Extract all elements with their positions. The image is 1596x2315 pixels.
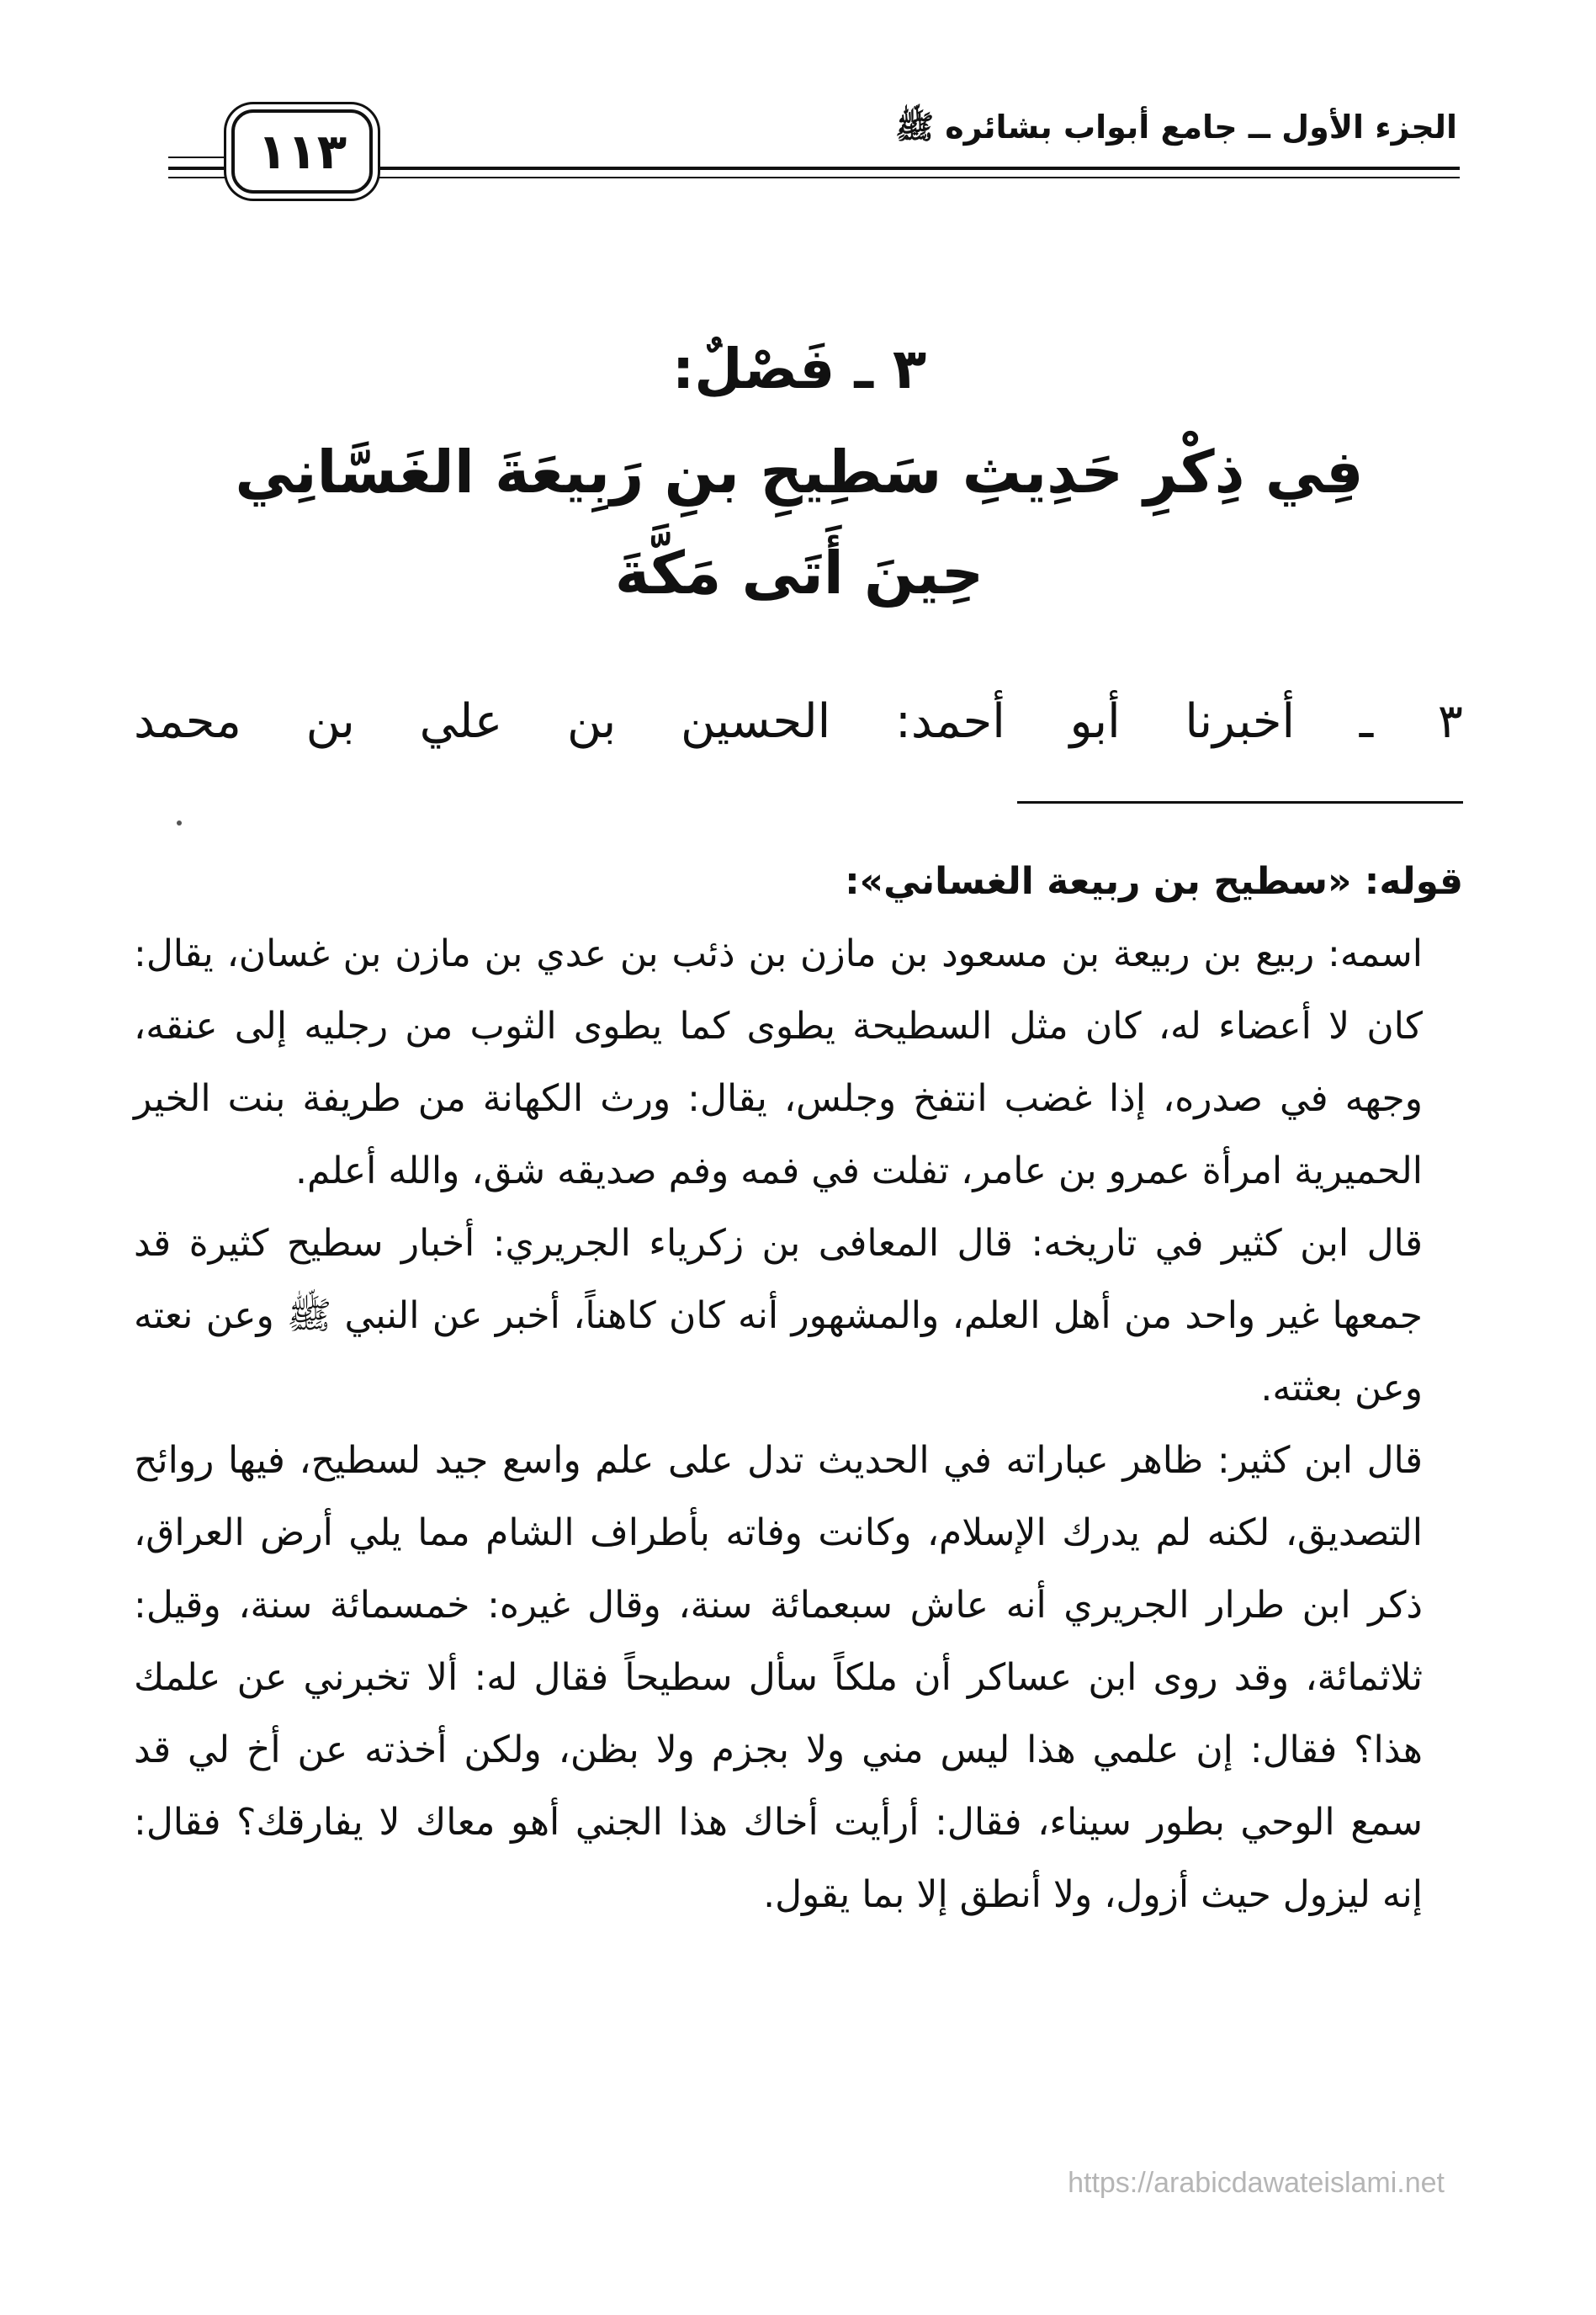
- commentary-paragraph-1: اسمه: ربيع بن ربيعة بن مسعود بن مازن بن ذئب بن عدي بن مازن بن غسان، يقال: كان لا أعضاء له، كان مثل السطيحة يطوى كما يطوى الثوب من رجليه إلى عنقه، وجهه في صدره، إذا غضب انتفخ وجلس، يقال: ورث الكهانة من طريفة بنت الخير الحميرية امرأة عمرو بن عامر، تفلت في فمه وفم صديقه شق، والله أعلم.: [134, 932, 1423, 1192]
- section-subtitle-line2: حِينَ أَتَى مَكَّةَ: [614, 539, 984, 608]
- running-title: الجزء الأول ــ جامع أبواب بشائره ﷺ: [895, 109, 1457, 146]
- commentary-paragraph-3: قال ابن كثير: ظاهر عباراته في الحديث تدل على علم واسع جيد لسطيح، فيها روائح التصديق، لكنه لم يدرك الإسلام، وكانت وفاته بأطراف الشام مما يلي أرض العراق، ذكر ابن طرار الجريري أنه عاش سبعمائة سنة، وقال غيره: خمسمائة سنة، وقيل: ثلاثمائة، وقد روى ابن عساكر أن ملكاً سأل سطيحاً فقال له: ألا تخبرني عن علمك هذا؟ فقال: إن علمي هذا ليس مني ولا بجزم ولا بظن، ولكن أخذته عن أخ لي قد سمع الوحي بطور سيناء، فقال: أرأيت أخاك هذا الجني أهو معاك لا يفارقك؟ فقال: إنه ليزول حيث أزول، ولا أنطق إلا بما يقول.: [134, 1439, 1423, 1916]
- commentary: [134, 846, 1463, 1931]
- hadith-text: ٣ ـ أخبرنا أبو أحمد: الحسين بن علي بن محمد: [134, 694, 1463, 749]
- header-rule-left-third: [168, 157, 231, 158]
- section-title: ٣ ـ فَصْلٌ:: [671, 337, 927, 401]
- commentary-paragraph-2: قال ابن كثير في تاريخه: قال المعافى بن زكرياء الجريري: أخبار سطيح كثيرة قد جمعها غير واحد من أهل العلم، والمشهور أنه كان كاهناً، أخبر عن النبي ﷺ وعن نعته وعن بعثته.: [134, 1222, 1423, 1410]
- footnote-divider: [1017, 801, 1463, 804]
- section-subtitle-line1: فِي ذِكْرِ حَدِيثِ سَطِيحِ بنِ رَبِيعَةَ الغَسَّانِي: [235, 438, 1364, 507]
- print-speck: [177, 820, 182, 826]
- watermark-url: https://arabicdawateislami.net: [1068, 2167, 1445, 2199]
- page-number: ١١٣: [231, 109, 373, 194]
- commentary-heading: قوله: «سطيح بن ربيعة الغساني»:: [845, 860, 1463, 903]
